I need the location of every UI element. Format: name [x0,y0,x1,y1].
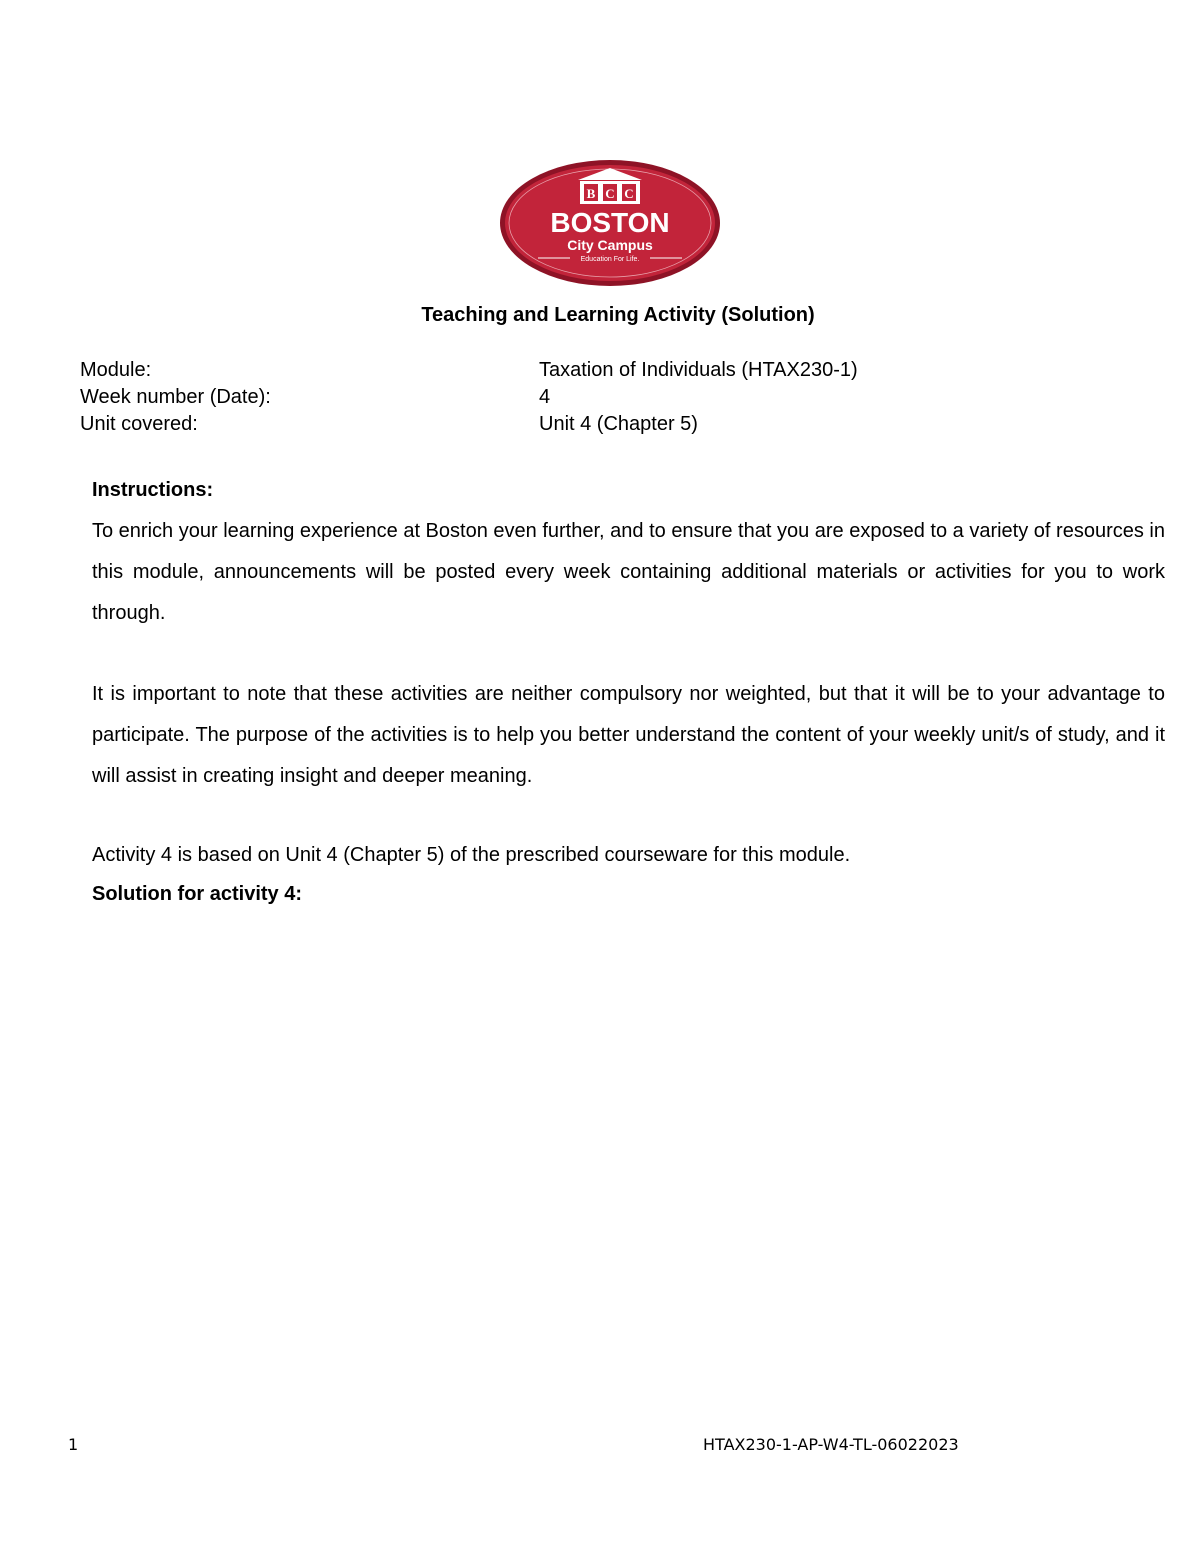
document-title: Teaching and Learning Activity (Solution) [421,304,815,326]
meta-value: Unit 4 (Chapter 5) [539,413,698,435]
meta-label: Module: [80,359,152,381]
instructions-paragraph-1: To enrich your learning experience at Boston even further, and to ensure that you are exposed to a variety of resources in this module, announcements will be posted every week containing additional materials or activities for you to work through. [92,520,1165,624]
instructions-heading: Instructions: [92,479,214,501]
footer-document-code: HTAX230-1-AP-W4-TL-06022023 [703,1435,959,1454]
solution-heading: Solution for activity 4: [92,883,303,905]
boston-city-campus-logo [498,158,722,288]
logo-tagline: Education For Life. [580,256,640,263]
meta-value: Taxation of Individuals (HTAX230-1) [539,359,858,381]
footer-page-number: 1 [68,1435,79,1454]
meta-label: Unit covered: [80,413,198,435]
instructions-paragraph-3: Activity 4 is based on Unit 4 (Chapter 5) of the prescribed courseware for this module. [92,844,851,866]
logo-monogram-c1: C [605,186,615,201]
meta-row-week [80,384,1080,410]
logo-name: BOSTON [550,207,670,238]
meta-row-module [80,357,1080,383]
meta-value: 4 [539,386,551,408]
meta-label: Week number (Date): [80,386,271,408]
logo-monogram-c2: C [624,186,634,201]
meta-row-unit [80,411,1080,437]
instructions-paragraph-2: It is important to note that these activities are neither compulsory nor weighted, but that it will be to your advantage to participate. The purpose of the activities is to help you better understand the content of your weekly unit/s of study, and it will assist in creating insight and deeper meaning. [92,683,1165,787]
logo-subtitle: City Campus [567,237,653,253]
logo-monogram-b: B [586,186,596,201]
